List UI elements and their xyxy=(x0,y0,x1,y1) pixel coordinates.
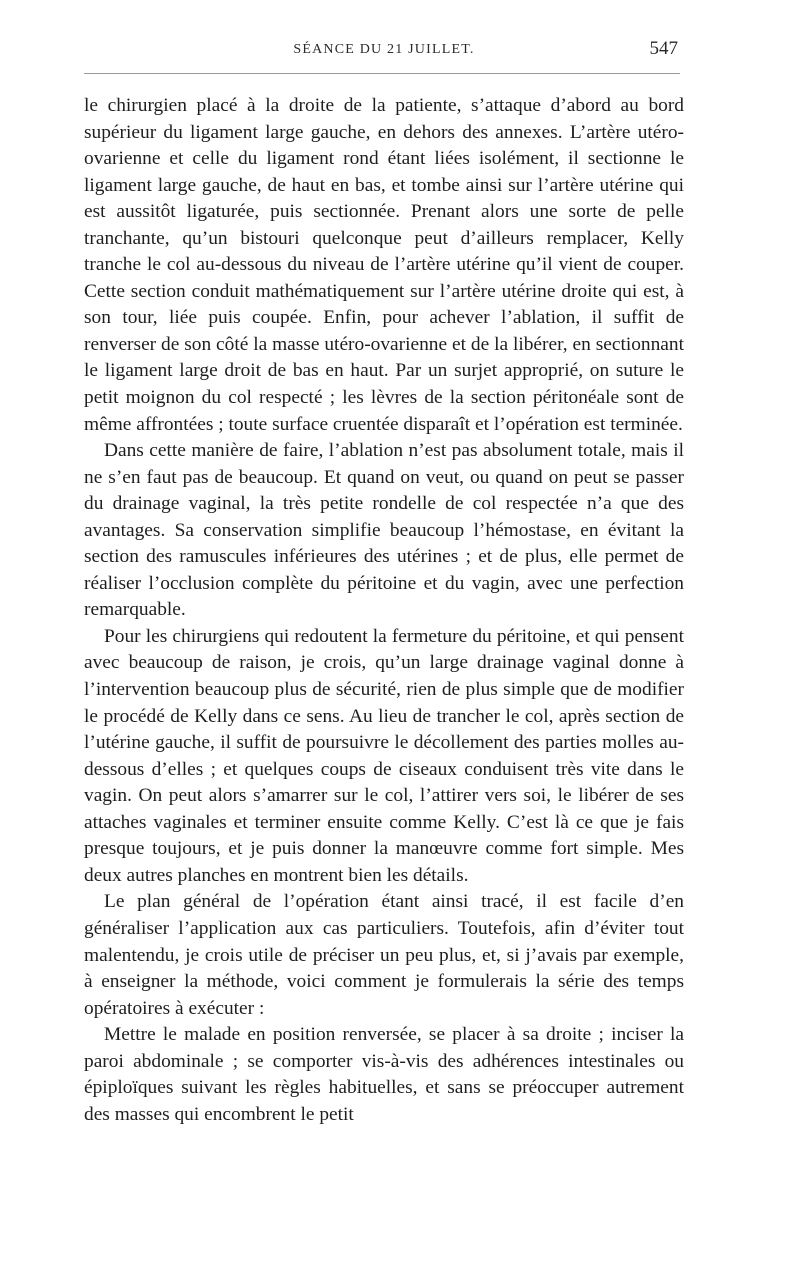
paragraph-1: le chirurgien placé à la droite de la patiente, s’attaque d’abord au bord supérieur du ligament large gauche, en dehors des annexes. L’artère utéro-ovarienne et celle du ligament rond étant liées isolément, il sectionne le ligament large gauche, de haut en bas, et tombe ainsi sur l’artère utérine qui est aussitôt ligaturée, puis sectionnée. Prenant alors une sorte de pelle tranchante, qu’un bistouri quelconque peut d’ailleurs remplacer, Kelly tranche le col au-dessous du niveau de l’artère utérine qu’il vient de couper. Cette section conduit mathématiquement sur l’artère utérine droite qui est, à son tour, liée puis coupée. Enfin, pour achever l’ablation, il suffit de renverser de son côté la masse utéro-ovarienne et de la libérer, en sectionnant le ligament large droit de bas en haut. Par un surjet approprié, on suture le petit moignon du col respecté ; les lèvres de la section péritonéale sont de même affrontées ; toute surface cruentée disparaît et l’opération est terminée. xyxy=(84,95,684,435)
paragraph-3: Pour les chirurgiens qui redoutent la fermeture du péritoine, et qui pensent avec beaucoup de raison, je crois, qu’un large drainage vaginal donne à l’intervention beaucoup plus de sécurité, rien de plus simple que de modifier le procédé de Kelly dans ce sens. Au lieu de trancher le col, après section de l’utérine gauche, il suffit de poursuivre le décollement des parties molles au-dessous d’elles ; et quelques coups de ciseaux conduisent très vite dans le vagin. On peut alors s’amarrer sur le col, l’attirer vers soi, le libérer de ses attaches vaginales et terminer ensuite comme Kelly. C’est là ce que je fais presque toujours, et je puis donner la manœuvre comme fort simple. Mes deux autres planches en montrent bien les détails. xyxy=(84,625,684,886)
running-head xyxy=(84,36,684,66)
page-number: 547 xyxy=(649,38,678,59)
body-text xyxy=(84,93,684,1128)
paragraph-5: Mettre le malade en position renversée, se placer à sa droite ; inciser la paroi abdominale ; se comporter vis-à-vis des adhérences intestinales ou épiploïques suivant les règles habituelles, et sans se préoccuper autrement des masses qui encombrent le petit xyxy=(84,1024,684,1125)
running-title: SÉANCE DU 21 JUILLET. xyxy=(293,42,475,57)
book-page xyxy=(84,0,684,1264)
paragraph-4: Le plan général de l’opération étant ainsi tracé, il est facile d’en généraliser l’application aux cas particuliers. Toutefois, afin d’éviter tout malentendu, je crois utile de préciser un peu plus, et, si j’avais par exemple, à enseigner la méthode, voici comment je formulerais la série des temps opératoires à exécuter : xyxy=(84,891,684,1019)
header-rule xyxy=(84,73,680,74)
paragraph-2: Dans cette manière de faire, l’ablation n’est pas absolument totale, mais il ne s’en faut pas de beaucoup. Et quand on veut, ou quand on peut se passer du drainage vaginal, la très petite rondelle de col respectée n’a que des avantages. Sa conservation simplifie beaucoup l’hémostase, en évitant la section des ramuscules inférieures des utérines ; et de plus, elle permet de réaliser l’occlusion complète du péritoine et du vagin, avec une perfection remarquable. xyxy=(84,440,684,621)
